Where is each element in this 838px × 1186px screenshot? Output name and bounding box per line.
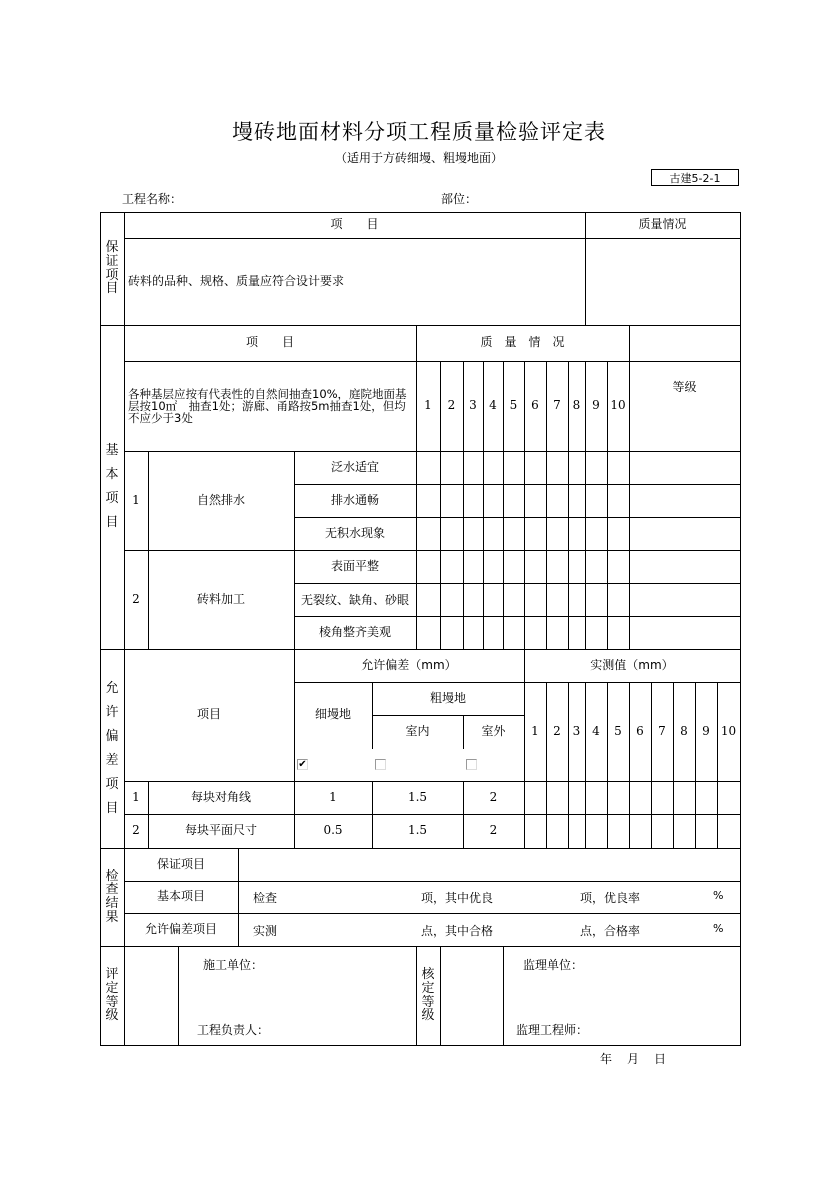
basic-check-label: 检查 — [253, 891, 278, 905]
basic-result-cell[interactable] — [503, 451, 524, 484]
basic-result-cell[interactable] — [463, 451, 483, 484]
fine-floor-header: 细墁地 — [314, 707, 351, 722]
basic-group-2-no: 2 — [132, 591, 140, 606]
vertical-char: 等 — [105, 994, 119, 1010]
measured-column-10: 10 — [720, 723, 737, 738]
guarantee-quality-value[interactable] — [585, 238, 740, 325]
measured-value-cell[interactable] — [568, 814, 585, 848]
basic-column-10: 10 — [610, 398, 626, 413]
deviation-measured-label: 实测 — [253, 924, 278, 938]
deviation-allowed-header: 允许偏差（mm） — [361, 657, 457, 672]
basic-result-cell[interactable] — [416, 484, 440, 517]
basic-result-cell[interactable] — [585, 583, 607, 616]
basic-result-cell[interactable] — [416, 616, 440, 649]
basic-column-8: 8 — [572, 398, 581, 413]
basic-result-cell[interactable] — [463, 583, 483, 616]
measured-value-cell[interactable] — [607, 814, 629, 848]
basic-result-cell[interactable] — [546, 550, 568, 583]
measured-column-5: 5 — [614, 723, 622, 738]
basic-column-6: 6 — [531, 398, 539, 413]
basic-result-cell[interactable] — [524, 484, 546, 517]
guarantee-section-label — [100, 212, 124, 325]
basic-result-cell[interactable] — [416, 583, 440, 616]
vertical-char: 基 — [105, 443, 119, 458]
results-section-label — [100, 848, 124, 946]
measured-value-cell[interactable] — [607, 781, 629, 814]
vertical-char: 保 — [105, 240, 119, 256]
basic-result-cell[interactable] — [585, 616, 607, 649]
vertical-char: 核 — [421, 967, 435, 983]
verified-grade-value[interactable] — [440, 946, 503, 1045]
basic-result-cell[interactable] — [503, 484, 524, 517]
guarantee-section-text — [105, 241, 118, 296]
measured-column-4: 4 — [592, 723, 600, 738]
vertical-char: 定 — [421, 980, 435, 996]
vertical-char: 目 — [105, 800, 119, 816]
guarantee-item-header: 项 目 — [330, 217, 379, 232]
fine-floor-checkbox[interactable]: ✔ — [298, 759, 307, 770]
basic-grade-header: 等级 — [672, 380, 697, 394]
basic-result-cell[interactable] — [607, 583, 629, 616]
deviation-row-2-no: 2 — [132, 823, 140, 838]
basic-result-cell[interactable] — [524, 550, 546, 583]
basic-result-cell[interactable] — [483, 583, 503, 616]
basic-result-cell[interactable] — [546, 484, 568, 517]
measured-value-cell[interactable] — [524, 814, 546, 848]
basic-excellent-rate-label: 项，优良率 — [580, 891, 641, 905]
measured-value-cell[interactable] — [717, 781, 740, 814]
grid-line — [100, 1045, 741, 1046]
basic-column-5: 5 — [509, 398, 518, 413]
verify-grade-label — [416, 946, 440, 1045]
date-month-label: 月 — [627, 1052, 640, 1066]
basic-grade-cell[interactable] — [629, 583, 740, 616]
basic-excellent-label: 项，其中优良 — [421, 891, 494, 905]
basic-check-item: 排水通畅 — [330, 492, 379, 507]
basic-group-1-no: 1 — [132, 492, 140, 507]
basic-sampling-text: 各种基层应按有代表性的自然间抽查10%，庭院地面基层按10㎡ 抽查1处；游廊、甬路按5m抽查1处，但均不应少于3处 — [128, 386, 407, 426]
vertical-char: 等 — [421, 994, 435, 1010]
date-year-label: 年 — [600, 1052, 613, 1066]
rough-floor-header: 粗墁地 — [429, 690, 466, 705]
deviation-row-1-no: 1 — [132, 789, 140, 804]
basic-result-cell[interactable] — [503, 550, 524, 583]
measured-column-6: 6 — [636, 723, 644, 738]
form-title: 墁砖地面材料分项工程质量检验评定表 — [232, 120, 606, 144]
measured-column-9: 9 — [702, 723, 710, 738]
basic-result-cell[interactable] — [483, 616, 503, 649]
basic-result-cell[interactable] — [607, 616, 629, 649]
basic-result-cell[interactable] — [568, 616, 585, 649]
form-subtitle: （适用于方砖细墁、粗墁地面） — [334, 151, 503, 165]
basic-result-cell[interactable] — [546, 451, 568, 484]
vertical-char: 结 — [105, 896, 119, 911]
deviation-row-2-outdoor: 2 — [489, 823, 498, 838]
basic-section-label — [100, 325, 124, 649]
outdoor-checkbox[interactable] — [466, 759, 477, 770]
basic-result-cell[interactable] — [416, 550, 440, 583]
vertical-char: 级 — [421, 1008, 435, 1024]
deviation-item-header: 项目 — [196, 707, 221, 722]
basic-result-cell[interactable] — [416, 517, 440, 550]
measured-value-cell[interactable] — [651, 814, 673, 848]
deviation-row-1-fine: 1 — [329, 789, 337, 804]
location-label: 部位： — [441, 192, 478, 206]
basic-result-cell[interactable] — [503, 583, 524, 616]
measured-value-cell[interactable] — [695, 781, 717, 814]
basic-result-cell[interactable] — [585, 484, 607, 517]
deviation-pass-rate-label: 点，合格率 — [580, 924, 641, 938]
basic-result-cell[interactable] — [607, 451, 629, 484]
grid-line — [503, 946, 504, 1046]
basic-grade-cell[interactable] — [629, 484, 740, 517]
basic-result-cell[interactable] — [440, 550, 463, 583]
basic-result-cell[interactable] — [463, 484, 483, 517]
measured-column-7: 7 — [658, 723, 666, 738]
indoor-checkbox[interactable] — [375, 759, 386, 770]
basic-check-item: 棱角整齐美观 — [318, 624, 391, 639]
engineer-label: 监理工程师： — [516, 1023, 589, 1037]
basic-result-cell[interactable] — [607, 484, 629, 517]
verify-grade-text — [421, 968, 434, 1023]
assessment-section-label — [100, 946, 124, 1045]
basic-result-cell[interactable] — [440, 517, 463, 550]
results-guarantee-label: 保证项目 — [156, 856, 205, 871]
assessment-section-text — [105, 968, 118, 1023]
deviation-row-2-indoor: 1.5 — [407, 823, 428, 838]
basic-result-cell[interactable] — [483, 517, 503, 550]
measured-column-3: 3 — [572, 723, 581, 738]
measured-value-cell[interactable] — [673, 781, 695, 814]
indoor-header: 室内 — [405, 723, 430, 738]
deviation-percent-sign: % — [713, 922, 724, 935]
basic-grade-cell[interactable] — [629, 616, 740, 649]
deviation-row-1-name: 每块对角线 — [190, 789, 251, 804]
basic-result-cell[interactable] — [568, 451, 585, 484]
basic-result-cell[interactable] — [524, 517, 546, 550]
basic-group-1-name: 自然排水 — [196, 492, 245, 507]
assessment-grade-value[interactable] — [124, 946, 178, 1045]
supervisor-label: 监理单位： — [523, 958, 584, 972]
basic-result-cell[interactable] — [546, 583, 568, 616]
measured-value-cell[interactable] — [585, 781, 607, 814]
deviation-row-1-indoor: 1.5 — [407, 789, 428, 804]
vertical-char: 评 — [105, 967, 119, 983]
basic-result-cell[interactable] — [568, 583, 585, 616]
vertical-char: 定 — [105, 980, 119, 996]
basic-result-cell[interactable] — [546, 616, 568, 649]
results-guarantee-value[interactable] — [238, 848, 740, 881]
basic-result-cell[interactable] — [483, 550, 503, 583]
measured-value-cell[interactable] — [524, 781, 546, 814]
vertical-char: 证 — [105, 253, 119, 269]
guarantee-item-text: 砖料的品种、规格、质量应符合设计要求 — [128, 273, 345, 288]
outdoor-header: 室外 — [481, 723, 506, 738]
vertical-char: 查 — [105, 882, 119, 898]
results-section-text — [105, 870, 118, 925]
measured-value-cell[interactable] — [651, 781, 673, 814]
basic-result-cell[interactable] — [483, 451, 503, 484]
deviation-section-label — [100, 649, 124, 848]
responsible-person-label: 工程负责人： — [197, 1023, 270, 1037]
deviation-row-2-fine: 0.5 — [323, 823, 343, 838]
basic-result-cell[interactable] — [463, 550, 483, 583]
measured-value-cell[interactable] — [629, 814, 651, 848]
basic-result-cell[interactable] — [568, 517, 585, 550]
basic-grade-cell[interactable] — [629, 451, 740, 484]
measured-value-cell[interactable] — [717, 814, 740, 848]
basic-column-1: 1 — [424, 398, 432, 413]
measured-value-cell[interactable] — [546, 781, 568, 814]
basic-grade-cell[interactable] — [629, 517, 740, 550]
vertical-char: 差 — [105, 752, 119, 768]
basic-result-cell[interactable] — [607, 517, 629, 550]
vertical-char: 项 — [105, 776, 119, 792]
basic-result-cell[interactable] — [440, 616, 463, 649]
results-basic-label: 基本项目 — [156, 889, 205, 904]
basic-column-7: 7 — [553, 398, 561, 413]
vertical-char: 目 — [105, 281, 119, 297]
basic-result-cell[interactable] — [568, 550, 585, 583]
basic-check-item: 无裂纹、缺角、砂眼 — [300, 592, 409, 607]
deviation-measured-header: 实测值（mm） — [590, 657, 674, 672]
basic-result-cell[interactable] — [585, 451, 607, 484]
vertical-char: 许 — [105, 704, 119, 720]
vertical-char: 偏 — [105, 728, 119, 744]
form-code: 古建5-2-1 — [651, 169, 739, 186]
basic-result-cell[interactable] — [503, 517, 524, 550]
basic-result-cell[interactable] — [546, 517, 568, 550]
measured-column-8: 8 — [680, 723, 688, 738]
basic-result-cell[interactable] — [440, 451, 463, 484]
basic-check-item: 无积水现象 — [324, 525, 385, 540]
contractor-label: 施工单位： — [203, 958, 264, 972]
deviation-row-2-name: 每块平面尺寸 — [184, 823, 257, 838]
basic-result-cell[interactable] — [416, 451, 440, 484]
basic-item-header: 项 目 — [245, 335, 294, 350]
measured-value-cell[interactable] — [695, 814, 717, 848]
vertical-char: 项 — [105, 491, 119, 506]
measured-value-cell[interactable] — [546, 814, 568, 848]
basic-grade-cell[interactable] — [629, 550, 740, 583]
results-deviation-label: 允许偏差项目 — [144, 921, 217, 936]
deviation-pass-label: 点，其中合格 — [421, 924, 494, 938]
grid-line — [740, 212, 741, 1046]
vertical-char: 本 — [105, 467, 119, 482]
basic-result-cell[interactable] — [440, 583, 463, 616]
vertical-char: 检 — [105, 868, 119, 884]
basic-result-cell[interactable] — [524, 616, 546, 649]
basic-result-cell[interactable] — [440, 484, 463, 517]
basic-result-cell[interactable] — [585, 517, 607, 550]
vertical-char: 果 — [105, 909, 119, 925]
deviation-row-1-outdoor: 2 — [489, 789, 498, 804]
deviation-section-text — [105, 677, 118, 821]
project-name-label: 工程名称： — [122, 192, 183, 206]
grid-line — [178, 946, 179, 1046]
vertical-char: 项 — [105, 267, 119, 283]
vertical-char: 级 — [105, 1008, 119, 1024]
guarantee-quality-header: 质量情况 — [638, 217, 687, 232]
basic-result-cell[interactable] — [524, 451, 546, 484]
basic-result-cell[interactable] — [503, 616, 524, 649]
basic-result-cell[interactable] — [568, 484, 585, 517]
basic-check-item: 泛水适宜 — [330, 459, 379, 474]
basic-result-cell[interactable] — [524, 583, 546, 616]
basic-check-item: 表面平整 — [330, 558, 379, 573]
basic-column-2: 2 — [447, 398, 456, 413]
vertical-char: 目 — [105, 515, 119, 530]
vertical-char: 允 — [105, 680, 119, 696]
basic-result-cell[interactable] — [463, 616, 483, 649]
basic-result-cell[interactable] — [585, 550, 607, 583]
basic-column-9: 9 — [592, 398, 600, 413]
basic-result-cell[interactable] — [607, 550, 629, 583]
date-day-label: 日 — [654, 1052, 667, 1066]
measured-value-cell[interactable] — [568, 781, 585, 814]
measured-value-cell[interactable] — [585, 814, 607, 848]
basic-column-4: 4 — [489, 398, 497, 413]
basic-result-cell[interactable] — [463, 517, 483, 550]
basic-result-cell[interactable] — [483, 484, 503, 517]
measured-column-2: 2 — [553, 723, 561, 738]
measured-value-cell[interactable] — [673, 814, 695, 848]
measured-column-1: 1 — [531, 723, 539, 738]
basic-section-text — [105, 439, 118, 535]
basic-quality-header: 质 量 情 况 — [480, 335, 565, 350]
measured-value-cell[interactable] — [629, 781, 651, 814]
basic-percent-sign: % — [713, 889, 724, 902]
basic-group-2-name: 砖料加工 — [196, 591, 245, 606]
basic-column-3: 3 — [469, 398, 477, 413]
